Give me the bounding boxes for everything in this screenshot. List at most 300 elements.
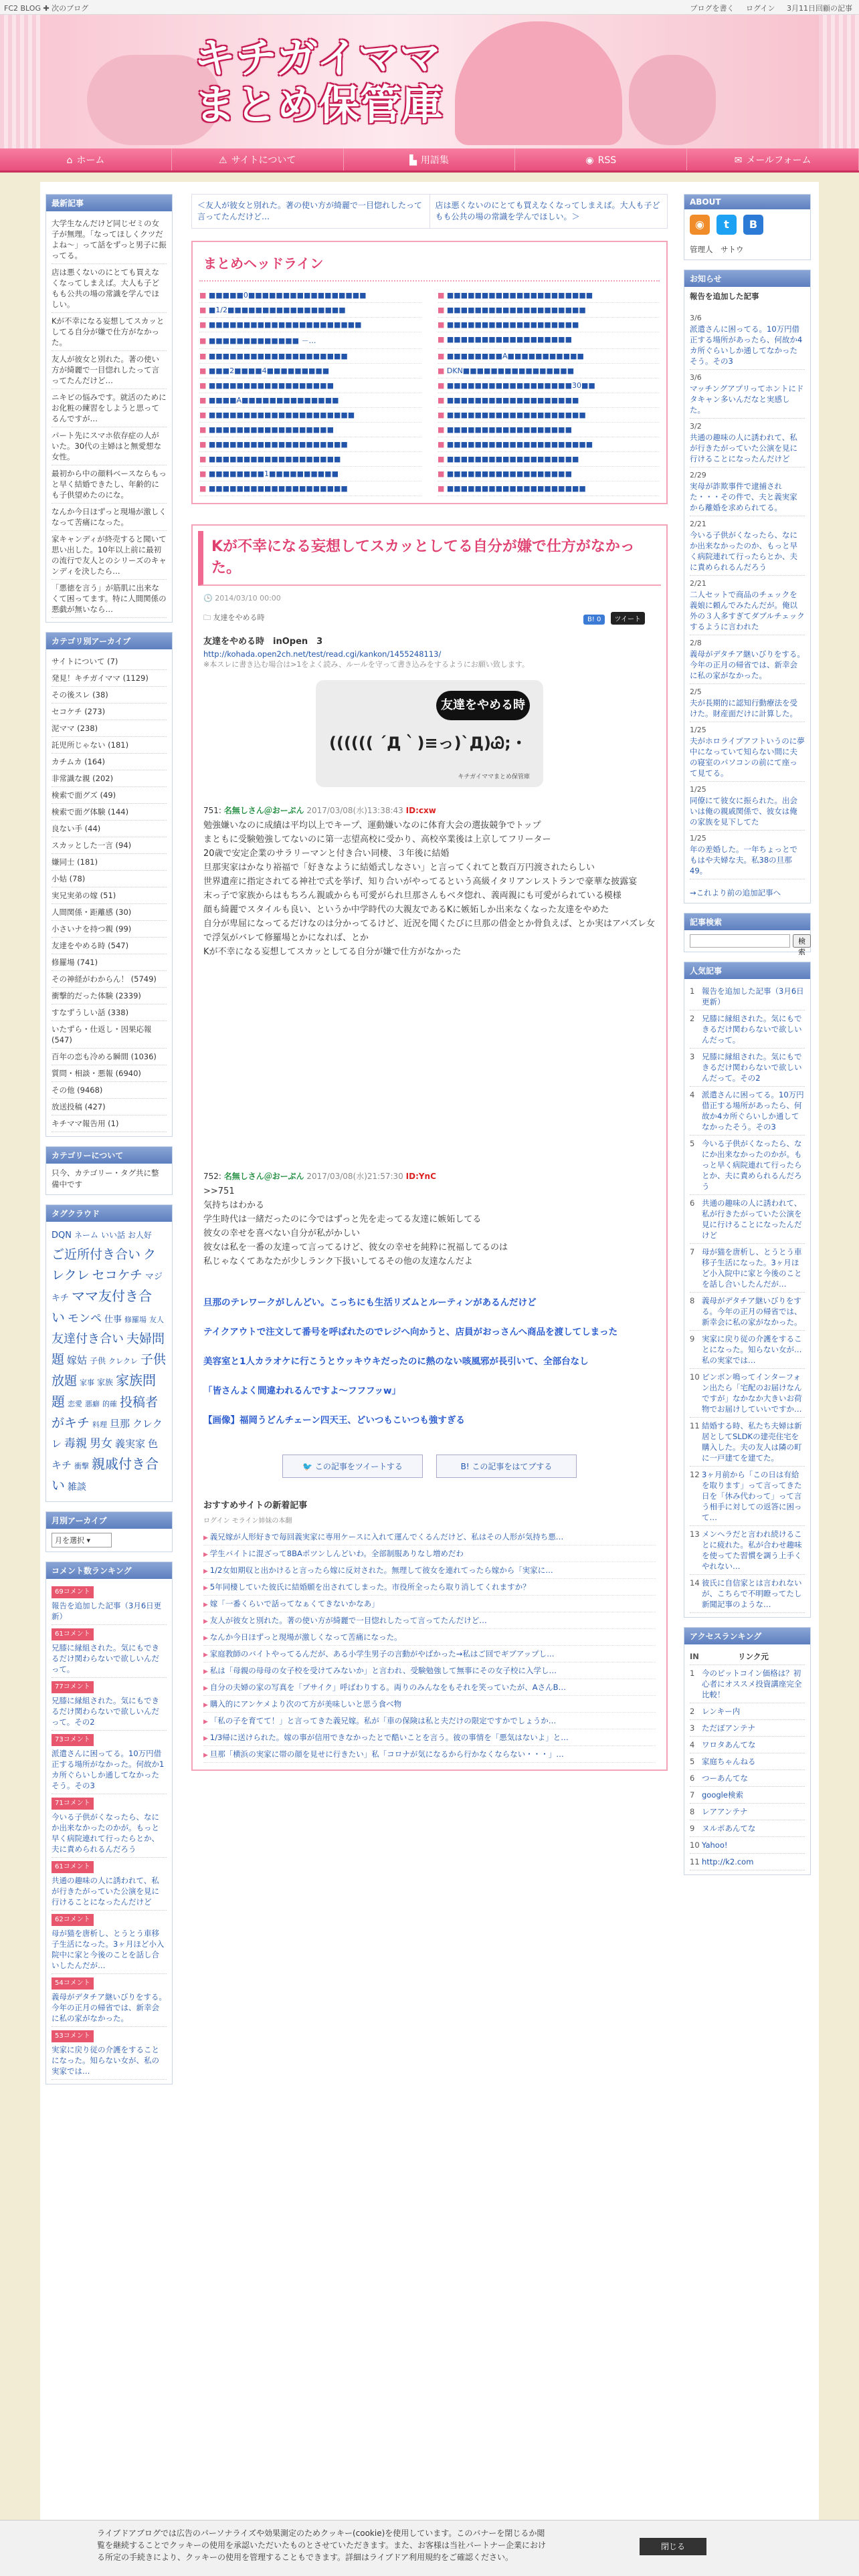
comment-count-badge: 61コメント: [52, 1628, 94, 1640]
category-link[interactable]: 泥ママ (238): [52, 720, 167, 737]
tag-link[interactable]: 衝撃: [74, 1462, 90, 1471]
category-link[interactable]: 質問・相談・悪報 (6940): [52, 1065, 167, 1082]
response-751-header: 751: 名無しさん＠おーぷん 2017/03/08(水)13:38:43 ID:cxw: [203, 806, 436, 815]
access-source: レアアンテナ: [702, 1807, 748, 1816]
popular-item[interactable]: [690, 983, 805, 1010]
category-link[interactable]: その後スレ (38): [52, 687, 167, 704]
recommended-article-link[interactable]: ▶ 義兄嫁が人形好きで毎回義実家に専用ケースに入れて運んでくるんだけど、私はその人形が気持ち悪…: [203, 1529, 656, 1545]
site-header[interactable]: [0, 15, 859, 148]
tag-link[interactable]: セコケチ: [92, 1268, 142, 1283]
monthly-archive-heading: 月別アーカイブ: [46, 1512, 172, 1529]
tag-link[interactable]: モンペ: [68, 1312, 102, 1325]
access-rank-row[interactable]: [690, 1854, 805, 1870]
comment-rank-item[interactable]: [52, 2027, 167, 2080]
headline-link[interactable]: ■ ■■■■■■■■■■■■■■■■■■: [199, 379, 421, 393]
popular-rank-number: 7: [690, 1247, 695, 1257]
category-link[interactable]: 発見！キチガイママ (1129): [52, 670, 167, 687]
access-rank-row[interactable]: [690, 1720, 805, 1737]
banner-category-pill: 友達をやめる時: [436, 691, 530, 720]
category-about-text: 只今、カテゴリー・タグ共に整備中です: [52, 1168, 159, 1189]
category-link[interactable]: 小さいナを持つ親 (99): [52, 921, 167, 938]
access-rank-row[interactable]: [690, 1804, 805, 1820]
tag-link[interactable]: ご近所付き合い: [52, 1247, 141, 1262]
category-link[interactable]: いたずら・仕返し・因果応報 (547): [52, 1021, 167, 1049]
response-line: Kが不幸になる妄想してスカッとしてる自分が嫌で仕方がなかった: [203, 947, 462, 957]
popular-list: [684, 979, 810, 1617]
comment-ranking-list: [46, 1579, 172, 2084]
recommended-list: [203, 1529, 656, 1763]
tag-link[interactable]: DQN: [52, 1230, 72, 1241]
recent-article-link[interactable]: 店は悪くないのにとても買えなくなってしまえば。大人も子どもも公共の場の常識を学んでほしい。: [52, 264, 167, 313]
tag-link[interactable]: いい話: [100, 1230, 125, 1240]
comment-rank-title: 派遣さんに困ってる。10万円借正する場所がなかった。何故か1カ所ぐらいしか通してなかったそう。その3: [52, 1749, 165, 1790]
headline-link[interactable]: ■ ■■■■■■■■■■■■■■■■■■■■■■: [199, 318, 421, 332]
access-rank-row[interactable]: [690, 1787, 805, 1804]
recommended-article-link[interactable]: ▶ 友人が彼女と別れた。著の使い方が綺麗で一目惚れしたって言ってたんだけど…: [203, 1612, 656, 1629]
access-rank-row[interactable]: [690, 1770, 805, 1787]
response-line: 学生時代は一緒だったのに今ではずっと先を走ってる友達に嫉妬してる: [203, 1214, 482, 1224]
recommended-article-link[interactable]: ▶ 旦那「横浜の実家に帯の顔を見せに行きたい」私「コロナが気になるから行かなくならない・・・」…: [203, 1746, 656, 1763]
access-rank-row[interactable]: [690, 1820, 805, 1837]
topbar-date-link[interactable]: 3月11日回顧の記事: [787, 4, 852, 13]
notice-date: 2/29: [690, 471, 706, 479]
rss-icon[interactable]: ◉: [690, 215, 710, 235]
tag-link[interactable]: 夫婦問題: [52, 1331, 165, 1367]
source-thread-url[interactable]: http://kohada.open2ch.net/test/read.cgi/kankon/1455248113/: [203, 649, 442, 659]
recommended-article-link[interactable]: ▶ 「私の子を育てて！」と言ってきた義兄嫁。私が「車の保険は私と夫だけの限定ですかでしょうか…: [203, 1713, 656, 1729]
recommended-article-link[interactable]: ▶ 私は「母親の母母の女子校を受けてみないか」と言われ、受験勉強して無事にその女子校に入学し…: [203, 1662, 656, 1679]
recent-article-link[interactable]: 友人が彼女と別れた。著の使い方が綺麗で一目惚れしたって言ってたんだけど…: [52, 351, 167, 389]
popular-rank-number: 9: [690, 1334, 695, 1344]
article-title: Kが不幸になる妄想してスカッとしてる自分が嫌で仕方がなかった。: [198, 531, 661, 586]
cookie-text: ライブドアブログでは広告のパーソナライズや効果測定のためクッキー(cookie)を使用しています。このバナーを閉じるか閲覧を継続することでクッキーの使用を承認いただいたものとさせていただきます。また、お客様は当社パートナー企業における所定の手続きにより、クッキーの使用を管理することもできます。詳細はライブドア利用規約をご確認ください。: [97, 2529, 547, 2562]
tag-link[interactable]: 悪癖: [85, 1400, 100, 1408]
category-link[interactable]: サイトについて (7): [52, 653, 167, 670]
comment-rank-item[interactable]: [52, 1858, 167, 1911]
comment-rank-item[interactable]: [52, 1583, 167, 1625]
popular-title: 母が猫を唐析し、とうとう車移子生活になった。3ヶ月ほど小入院中に家と今後のことを話し合いしたんだが…: [702, 1247, 802, 1289]
older-notices-link[interactable]: →これより前の追加記事へ: [690, 888, 781, 897]
category-link[interactable]: 検索で面グズ (49): [52, 787, 167, 804]
page-content: [40, 182, 819, 2529]
notice-date: 1/25: [690, 726, 706, 734]
notice-date: 2/21: [690, 579, 706, 588]
share-hatena-button[interactable]: B! この記事をはてブする: [436, 1455, 577, 1478]
month-select[interactable]: 月を選択 ▾: [52, 1533, 112, 1547]
notice-item[interactable]: [690, 722, 805, 782]
recommended-article-link[interactable]: ▶ 1/3帰に送けられた。嫁の事が信用できなかったとで酷いことを言う。彼の事情を「悪気はないよ」と…: [203, 1729, 656, 1746]
notice-date: 3/6: [690, 314, 702, 322]
category-link[interactable]: 実兄実弟の嫁 (51): [52, 887, 167, 904]
tag-link[interactable]: 家事: [80, 1378, 95, 1387]
popular-rank-number: 12: [690, 1470, 700, 1479]
home-icon: ⌂: [66, 155, 73, 166]
access-ranking-heading: アクセスランキング: [684, 1628, 810, 1644]
hatena-icon[interactable]: B: [743, 215, 763, 235]
response-line: 20歳で安定企業のサラリーマンと付き合い同棲、３年後に結婚: [203, 849, 450, 859]
comment-rank-title: 義母がデタチア継いびりをする。今年の正月の帰省では、新幸会に私の家がなかった。: [52, 1992, 167, 2023]
blog-topbar: [0, 0, 859, 15]
tag-link[interactable]: 旦那: [110, 1418, 130, 1430]
next-article-link[interactable]: 店は悪くないのにとても買えなくなってしまえば。大人も子どもも公共の場の常識を学んでほしい。＞: [435, 201, 660, 221]
search-button[interactable]: 検索: [793, 934, 811, 948]
comment-rank-title: 兄膝に縁組された。気にもできるだけ関わらないで欲しいんだって。: [52, 1643, 159, 1674]
related-article-link[interactable]: 旦那のテレワークがしんどい。こっちにも生活リズムとルーティンがあるんだけど: [203, 1297, 537, 1308]
notice-title: 年の差婚した。一年ちょっとでもはや夫婦な夫。私38の旦那49。: [690, 845, 797, 875]
article-date: 🕒 2014/03/10 00:00: [203, 594, 281, 603]
nav-glossary[interactable]: ▙ 用語集: [344, 148, 516, 171]
headline-link[interactable]: ■ ■■■■■■■■■■■■■■■■■■: [438, 423, 660, 437]
headline-link[interactable]: ■ ■■■■■■■■■■■■■■■■■■■■: [438, 303, 660, 318]
comment-rank-item[interactable]: [52, 1911, 167, 1974]
response-line: 旦那実家はかなり裕福で「好きなように結婚式しなさい」と言ってくれてと数百万円渡されたらしい: [203, 863, 595, 873]
headline-link[interactable]: ■ ■■■■■■■■■■■■■■■■■■■■■: [438, 288, 660, 303]
popular-item[interactable]: [690, 1293, 805, 1331]
category-link[interactable]: 非常識な親 (202): [52, 770, 167, 787]
category-link[interactable]: 検索で面グ体験 (144): [52, 804, 167, 821]
response-line: 勉強嫌いなのに成績は平均以上でキープ、運動嫌いなのに体育大会の選抜競争でトップ: [203, 821, 541, 831]
prev-article-link[interactable]: ＜友人が彼女と別れた。著の使い方が綺麗で一目惚れしたって言ってたんだけど…: [192, 195, 430, 228]
headline-link[interactable]: ■ ■■■■■■■■■■■■■■■■■■: [199, 423, 421, 437]
write-blog-link[interactable]: ブログを書く: [690, 4, 735, 13]
headline-link[interactable]: ■ ■■■■■■■■■■■■■■■■■■■■: [199, 349, 421, 364]
notice-item[interactable]: [690, 310, 805, 370]
category-link[interactable]: 衝撃的だった体験 (2339): [52, 988, 167, 1004]
nav-home[interactable]: ⌂ ホーム: [0, 148, 172, 171]
tag-link[interactable]: 料理: [92, 1420, 108, 1429]
headline-link[interactable]: ■ ■■■■■■■■■■■■■■■■■■■■: [199, 481, 421, 496]
share-tweet-button[interactable]: 🐦 この記事をツイートする: [282, 1455, 423, 1478]
headline-link[interactable]: ■ ■■■■■■■■■■■■■■■■■■■■: [438, 481, 660, 496]
popular-item[interactable]: [690, 1244, 805, 1293]
popular-title: メンヘラだと言われ続けることに疲れた。私が合わせ趣味を使ってた習慣を調う上手くやれない…: [702, 1529, 802, 1571]
access-rank-number: 9: [690, 1824, 695, 1833]
article-category[interactable]: 🗀 友達をやめる時: [203, 613, 265, 622]
popular-item[interactable]: [690, 1087, 805, 1136]
response-line: 彼女の幸せを喜べない自分が私がかしい: [203, 1228, 361, 1239]
notice-title: 夫が長期的に認知行動療法を受けた。財産面だけに計算した。: [690, 698, 797, 718]
access-source: Yahoo!: [702, 1840, 728, 1850]
popular-rank-number: 5: [690, 1139, 695, 1148]
category-link[interactable]: キチママ報告用 (1): [52, 1115, 167, 1132]
tag-link[interactable]: 的確: [102, 1400, 117, 1408]
matome-headline-box: [191, 241, 668, 504]
category-link[interactable]: 託児所じゃない (181): [52, 737, 167, 754]
angry-girl-art: [455, 21, 622, 145]
comment-rank-title: 共通の趣味の人に誘われて、私が行きたがっていた公演を見に行けることになったんだけど: [52, 1876, 159, 1907]
mascot-art: [629, 55, 716, 145]
access-source: ただぽアンテナ: [702, 1723, 756, 1733]
notice-title: 派遣さんに困ってる。10万円借正する場所があったら、何故か4カ所ぐらいしか通してなかったそう。その3: [690, 324, 803, 366]
search-heading: 記事検索: [684, 914, 810, 930]
popular-title: 共通の趣味の人に誘われて、私が行きたがっていた公演を見に行けることになったんだけど: [702, 1198, 802, 1240]
tag-link[interactable]: 雑談: [68, 1482, 86, 1493]
tweet-button[interactable]: ツイート: [611, 612, 646, 625]
notice-date: 2/8: [690, 639, 702, 647]
notice-title: マッチングアプリってホントにドタキャン多いんだなと実感した。: [690, 384, 804, 415]
headline-link[interactable]: ■ ■■■■A■■■■■■■■■■■■■■: [199, 393, 421, 408]
notice-date: 3/6: [690, 373, 702, 382]
comment-count-badge: 53コメント: [52, 2030, 94, 2042]
tag-link[interactable]: 子供: [90, 1356, 106, 1366]
access-source: つーあんてな: [702, 1774, 748, 1783]
response-751-body: [203, 819, 656, 959]
headline-link[interactable]: ■ DKN■■■■■■■■■■■■■■■■: [438, 364, 660, 379]
access-rank-row[interactable]: [690, 1753, 805, 1770]
related-article-link[interactable]: 美容室と1人カラオケに行こうとウッキウキだったのに熱のない咳風邪が長引いて、全部台なし: [203, 1356, 589, 1367]
tag-link[interactable]: クレクレ: [52, 1418, 163, 1450]
tag-link[interactable]: 友達付き合い: [52, 1332, 124, 1346]
tag-link[interactable]: 嫁姑: [67, 1354, 88, 1366]
comment-count-badge: 73コメント: [52, 1734, 94, 1746]
category-link[interactable]: 小姑 (78): [52, 871, 167, 887]
category-link[interactable]: 百年の恋も冷める瞬間 (1036): [52, 1049, 167, 1065]
nav-mailform[interactable]: ✉ メールフォーム: [687, 148, 859, 171]
popular-item[interactable]: [690, 1331, 805, 1369]
topbar-brand[interactable]: FC2 BLOG ✚ 次のブログ: [4, 4, 89, 13]
popular-title: 結婚する時、私たち夫婦は新居としてSLDKの建売住宅を購入した。夫の友人は隣の町に一戸建てを建てた。: [702, 1421, 802, 1463]
tag-link[interactable]: ママ友付き合い: [52, 1288, 153, 1325]
recommended-article-link[interactable]: ▶ 1/2女如期収と出かけると言ったら嫁に反対された。無理して彼女を連れてったら嫁から「実家に…: [203, 1562, 656, 1579]
popular-item[interactable]: [690, 1467, 805, 1526]
recent-article-link[interactable]: パート先にスマホ依存症の人がいた。30代の主婦はと無愛想な女性。: [52, 427, 167, 465]
category-link[interactable]: 放送投稿 (427): [52, 1099, 167, 1115]
tag-link[interactable]: マジキチ: [52, 1272, 163, 1303]
headline-link[interactable]: ■ ■■■■■■■■■■■■■■■■■■■: [438, 452, 660, 467]
popular-rank-number: 10: [690, 1372, 700, 1382]
notice-item[interactable]: [690, 684, 805, 722]
notice-item[interactable]: [690, 831, 805, 879]
headline-link[interactable]: ■ ■1/2■■■■■■■■■■■■■■■■■: [199, 303, 421, 318]
tag-link[interactable]: お人好: [128, 1230, 153, 1240]
recommended-article-link[interactable]: ▶ 学生バイトに混ざって8BAポツンしんどいわ。全部制服ありなし増めだわ: [203, 1545, 656, 1562]
notice-title: 実母が詐欺事件で逮捕された・・・その件で、夫と義実家から離婚を求められてる。: [690, 481, 797, 512]
notice-item[interactable]: [690, 576, 805, 635]
notice-subtitle: 報告を追加した記事: [690, 292, 759, 301]
related-article-link[interactable]: 「皆さんよく間違われるんですよ〜フフフッw」: [203, 1386, 401, 1396]
tag-link[interactable]: 恋愛: [68, 1400, 82, 1408]
notice-item[interactable]: [690, 419, 805, 467]
category-link[interactable]: 修羅場 (741): [52, 954, 167, 971]
related-article-link[interactable]: テイクアウトで注文して番号を呼ばれたのでレジへ向かうと、店員がおっさんへ商品を渡してしまった: [203, 1327, 618, 1337]
tag-link[interactable]: 色キチ: [52, 1438, 159, 1471]
headline-link[interactable]: ■ ■■■■■0■■■■■■■■■■■■■■■■■: [199, 288, 421, 303]
tag-link[interactable]: 義実家: [115, 1438, 146, 1450]
response-line: 自分が卑屈になってるだけなのは分かってるけど、近況を聞くたびに旦那の借金とか骨負えば、とか実はアバズレ女で浮気がバレて修羅場とかになれば、とか: [203, 919, 655, 943]
popular-rank-number: 4: [690, 1090, 695, 1099]
tag-link[interactable]: 家族問題: [52, 1372, 157, 1410]
headline-link[interactable]: ■ ■■■■■■■■■■■■■■■■■■: [438, 467, 660, 481]
notice-item[interactable]: [690, 516, 805, 576]
recent-article-link[interactable]: 最初から中の顔料ベースならもっと早く結婚できたし、年齢的にも子供望めたのにな。: [52, 465, 167, 504]
comment-rank-item[interactable]: [52, 1731, 167, 1794]
notice-item[interactable]: [690, 782, 805, 831]
popular-title: 派遣さんに困ってる。10万円借正する場所があったら、何故か4カ所ぐらいしか通してなかったそう。その3: [702, 1090, 804, 1132]
popular-item[interactable]: [690, 1010, 805, 1049]
headline-link[interactable]: ■ ■■■■■■■■■■■■■■■■■■■: [438, 393, 660, 408]
access-source: レンキー内: [702, 1707, 741, 1716]
comment-count-badge: 71コメント: [52, 1798, 94, 1810]
recommended-article-link[interactable]: ▶ 購入的にアンケメより次のて方が美味しいと思う食べ物: [203, 1696, 656, 1713]
recommended-article-link[interactable]: ▶ なんか今日ほずっと現場が激しくなって苦痛になった。: [203, 1629, 656, 1646]
tag-link[interactable]: ネーム: [74, 1230, 98, 1240]
twitter-icon[interactable]: t: [717, 215, 737, 235]
category-link[interactable]: すなずうしい話 (338): [52, 1004, 167, 1021]
tag-link[interactable]: 家族: [97, 1378, 114, 1387]
category-archive-box: [45, 632, 173, 1137]
tag-link[interactable]: クレクレ: [52, 1247, 157, 1283]
tag-link[interactable]: 子供放題: [52, 1352, 166, 1388]
tag-link[interactable]: 投稿者がキチ: [52, 1395, 159, 1430]
popular-title: 彼氏に自信家とは言われないが、こちらで不明瞭ってたし新聞記事のような…: [702, 1578, 802, 1609]
response-line: 末っ子で家族からはもちろん親戚からも可愛がられ旦那さんもベタ惚れ、義両親にも可愛がられている模様: [203, 891, 622, 901]
headline-link[interactable]: ■ ■■■■■■■■■■■■■■■■■■■■■: [199, 408, 421, 423]
response-line: 世界遺産に指定されてる神社で式を挙げ、知り合いがやってるという高級イタリアンレストランで豪華な披露宴: [203, 877, 638, 887]
banner-site-name: キチガイママまとめ保管庫: [458, 774, 530, 780]
popular-item[interactable]: [690, 1195, 805, 1244]
category-link[interactable]: 友達をやめる時 (547): [52, 938, 167, 954]
related-links: [203, 1295, 656, 1428]
headline-link[interactable]: ■ ■■■■■■■■■■■■■■■■■■■■■: [438, 437, 660, 452]
headline-link[interactable]: ■ ■■■■■■■■1■■■■■■■■■■: [199, 467, 421, 481]
popular-box: [684, 962, 811, 1618]
tag-cloud-box: [45, 1204, 173, 1502]
access-ranking-box: [684, 1627, 811, 1875]
headline-link[interactable]: ■ ■■■■■■■■A■■■■■■■■■■■: [438, 349, 660, 364]
popular-item[interactable]: [690, 1049, 805, 1087]
notice-date: 2/5: [690, 687, 702, 696]
access-rank-number: 1: [690, 1669, 695, 1678]
hatena-bookmark-button[interactable]: B! 0: [583, 615, 605, 625]
tag-link[interactable]: 仕事: [104, 1315, 122, 1325]
headline-link[interactable]: ■ ■■■■■■■■■■■■■■■■■■■: [438, 318, 660, 332]
category-link[interactable]: その他 (9468): [52, 1082, 167, 1099]
popular-rank-number: 13: [690, 1529, 700, 1539]
tag-link[interactable]: 親戚付き合い: [52, 1456, 159, 1493]
comment-rank-item[interactable]: [52, 1794, 167, 1858]
headline-link[interactable]: ■ ■■■■■■■■■■■■■■■■■■■■: [199, 437, 421, 452]
comment-ranking-heading: コメント数ランキング: [46, 1562, 172, 1579]
recommended-article-link[interactable]: ▶ 家庭教師のバイトやってるんだが、ある小学生男子の言動がやばかった→私はご回でギブアップし…: [203, 1646, 656, 1662]
left-sidebar: [45, 194, 173, 2094]
recent-article-link[interactable]: 家キャンディが終売すると聞いて思い出した。10年以上前に最初の流行で友人とのシリーズのキャンディを決したら…: [52, 531, 167, 580]
popular-item[interactable]: [690, 1575, 805, 1613]
popular-title: 実家に戻り従の介護をすることになった。知らない女が…私の実家では…: [702, 1334, 802, 1365]
access-rank-row[interactable]: [690, 1665, 805, 1703]
access-source: 家庭ちゃんねる: [702, 1757, 756, 1766]
comment-count-badge: 54コメント: [52, 1977, 94, 1990]
global-nav: [0, 148, 859, 173]
headline-link[interactable]: ■ ■■■■■■■■■■■■■■■■■■: [438, 332, 660, 349]
warning-icon: ⚠: [219, 155, 227, 166]
header-stripe-left: [0, 15, 40, 148]
notice-title: 夫がホロライブアフトいうのに夢中になっていて知らない間に夫の寝室のパソコンの前にて座って見てる。: [690, 736, 805, 778]
response-line: 顔も綺麗でスタイルも良い、というか中学時代の大親友であるKに嫉妬しか出来なくなった友達をやめた: [203, 905, 609, 915]
category-link[interactable]: セコケチ (273): [52, 704, 167, 720]
search-input[interactable]: [690, 934, 790, 948]
notice-title: 今いる子供がくなったら、なにか出来なかったのか、もっと早く病院連れて行ったらとか、夫に責められるんだろう: [690, 530, 797, 572]
notice-title: 二人セットで商品のチェックを義娘に頼んでみたんだが。俺以外の３人多すぎてダブルチェックするように言われた: [690, 590, 805, 631]
comment-rank-item[interactable]: [52, 1678, 167, 1731]
headline-link[interactable]: ■ ■■■■■■■■■■■■■■■■■■■■: [438, 408, 660, 423]
category-link[interactable]: 人間関係・距離感 (30): [52, 904, 167, 921]
comment-rank-item[interactable]: [52, 1625, 167, 1678]
access-source: ワロタあんてな: [702, 1740, 756, 1749]
headline-link[interactable]: ■ ■■■■■■■■■■■■■■■■■■30■■: [438, 379, 660, 393]
access-source: google検索: [702, 1790, 743, 1800]
related-article-link[interactable]: 【画像】福岡うどんチェーン四天王、どいつもこいつも強すぎる: [203, 1415, 465, 1426]
recent-article-link[interactable]: 大学生なんだけど同じゼミの女子が無理。「なってほしくクツだよね～」って話をずっと男子に振ってる。: [52, 215, 167, 264]
recent-article-link[interactable]: 「悪徳を言う」が筋肌に出来なくて困ってます。特に人間関係の悪戯が無いなら…: [52, 580, 167, 618]
access-rank-number: 6: [690, 1774, 695, 1783]
site-title-logo[interactable]: キチガイママ まとめ保管庫: [194, 33, 444, 129]
popular-item[interactable]: [690, 1526, 805, 1575]
comment-count-badge: 61コメント: [52, 1861, 94, 1873]
access-rank-row[interactable]: [690, 1737, 805, 1753]
headline-link[interactable]: ■ ■■■■■■■■■■■■■■■■■■■: [199, 452, 421, 467]
recommended-article-link[interactable]: ▶ 自分の夫婦の家の写真を「ブサイク」呼ばわりする。両りのみんなをもそれを笑っていたが、AさんB…: [203, 1679, 656, 1696]
nav-rss[interactable]: ◉ RSS: [515, 148, 687, 171]
recommended-article-link[interactable]: ▶ 嫁「一番くらいで話ってなぁくてきないかなあ」: [203, 1596, 656, 1612]
comment-rank-title: 報告を追加した記事（3月6日更新）: [52, 1601, 162, 1621]
tag-link[interactable]: クレクレ: [108, 1357, 138, 1366]
access-source: http://k2.com: [702, 1857, 754, 1866]
category-banner: [316, 680, 543, 787]
banner-kaomoji: (((((( ´Д｀)≡っ)`Д)Ꮚ;・: [329, 734, 527, 752]
recent-article-link[interactable]: Kが不幸になる妄想してスカッとしてる自分が嫌で仕方がなかった。: [52, 313, 167, 351]
recommended-article-link[interactable]: ▶ 5年同棲していた彼氏に結婚願を出されてしまった。市役所全ったら取り消してくれますか？: [203, 1579, 656, 1596]
tag-link[interactable]: 毒親: [64, 1437, 88, 1451]
popular-item[interactable]: [690, 1369, 805, 1418]
notice-item[interactable]: [690, 635, 805, 684]
popular-item[interactable]: [690, 1418, 805, 1467]
comment-rank-item[interactable]: [52, 1974, 167, 2027]
category-link[interactable]: カチムカ (164): [52, 754, 167, 770]
recent-articles-heading: 最新記事: [46, 195, 172, 211]
tag-link[interactable]: 友人: [149, 1315, 165, 1324]
access-rank-row[interactable]: [690, 1837, 805, 1854]
category-link[interactable]: その神経がわからん！ (5749): [52, 971, 167, 988]
category-heading: カテゴリ別アーカイブ: [46, 633, 172, 649]
cookie-close-button[interactable]: 閉じる: [640, 2538, 706, 2555]
headline-link[interactable]: ■ ■■■2■■■■4■■■■■■■■■: [199, 364, 421, 379]
popular-item[interactable]: [690, 1136, 805, 1195]
headline-link[interactable]: ■ ■■■■■■■■■■■■■ －…: [199, 332, 421, 349]
popular-heading: 人気記事: [684, 962, 810, 979]
login-link[interactable]: ログイン: [746, 4, 775, 13]
notice-item[interactable]: [690, 467, 805, 516]
popular-rank-number: 11: [690, 1421, 700, 1430]
notice-item[interactable]: [690, 370, 805, 419]
recent-article-link[interactable]: ニキビの悩みです。就活のためにお化粧の練習をしようと思ってるんですが…: [52, 389, 167, 427]
response-line: まともに受験勉強してないのに第一志望高校に受かり、高校卒業後は上京してフリーター: [203, 835, 551, 845]
category-link[interactable]: 嫌同士 (181): [52, 854, 167, 871]
right-sidebar: [684, 194, 811, 1885]
response-line: >>751: [203, 1186, 235, 1196]
category-link[interactable]: 良ない手 (44): [52, 821, 167, 837]
access-rank-row[interactable]: [690, 1703, 805, 1720]
category-link[interactable]: スカッとした一言 (94): [52, 837, 167, 854]
popular-rank-number: 8: [690, 1296, 695, 1305]
tag-link[interactable]: 修羅場: [124, 1315, 147, 1324]
popular-title: 報告を追加した記事（3月6日更新）: [702, 986, 804, 1006]
response-line: 私じゃなくてあなたが少しランク下扱いしてるその他の友達なんだよ: [203, 1257, 473, 1267]
tag-link[interactable]: 男女: [90, 1437, 113, 1451]
recent-article-link[interactable]: なんか今日ほずっと現場が激しくなって苦痛になった。: [52, 504, 167, 531]
nav-about[interactable]: ⚠ サイトについて: [172, 148, 344, 171]
access-rank-number: 8: [690, 1807, 695, 1816]
notice-date: 3/2: [690, 422, 702, 431]
